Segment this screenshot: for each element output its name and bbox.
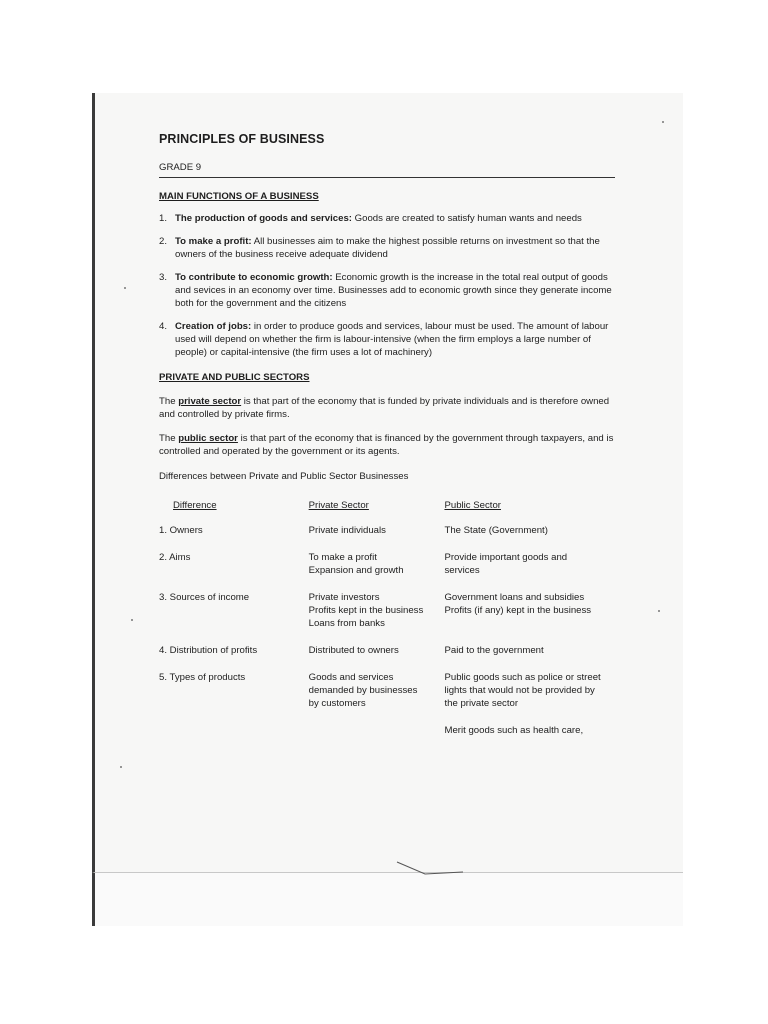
table-row (159, 524, 619, 551)
private-sector-term: private sector (178, 396, 242, 407)
scan-speck (120, 766, 122, 768)
item-term: The production of goods and services: (175, 213, 352, 224)
difference-label: 3. Sources of income (159, 592, 250, 603)
scan-speck (124, 287, 126, 289)
private-cell (309, 551, 445, 591)
cell-line: Expansion and growth (308, 565, 404, 576)
public-cell (444, 551, 619, 591)
public-cell (444, 524, 619, 551)
difference-label: 4. Distribution of profits (159, 645, 258, 656)
merit-goods-note: Merit goods such as health care, (444, 725, 584, 736)
cell-line: Goods and services (308, 672, 394, 683)
main-functions-heading: MAIN FUNCTIONS OF A BUSINESS (159, 191, 319, 202)
main-functions-list (159, 212, 617, 359)
table-row (159, 671, 619, 724)
private-cell (309, 671, 445, 724)
cell-line: The State (Government) (444, 525, 548, 536)
difference-label: 1. Owners (159, 525, 203, 536)
cell-line: the private sector (444, 698, 519, 709)
table-header-row (159, 499, 619, 524)
document-title: PRINCIPLES OF BUSINESS (159, 132, 325, 146)
cell-line: Government loans and subsidies (444, 592, 585, 603)
sheet-bottom-edge (92, 872, 683, 926)
list-item (159, 212, 617, 225)
cell-line: Distributed to owners (308, 645, 399, 656)
public-cell (444, 591, 619, 644)
item-number: 4. (159, 321, 168, 332)
item-number: 2. (159, 236, 168, 247)
definition-text: is that part of the economy that is financed by the government through taxpayers, and is controlled and operated by the government or its agents. (159, 433, 614, 457)
private-cell (309, 524, 445, 551)
table-row (159, 644, 619, 671)
item-term: Creation of jobs: (175, 321, 252, 332)
list-item (159, 320, 617, 359)
difference-label: 5. Types of products (159, 672, 246, 683)
column-header: Private Sector (308, 500, 369, 511)
public-cell (444, 671, 619, 724)
cell-line: lights that would not be provided by (444, 685, 595, 696)
differences-table (159, 499, 619, 751)
sectors-heading: PRIVATE AND PUBLIC SECTORS (159, 372, 310, 383)
definition-prefix: The (159, 433, 179, 444)
table-row (159, 591, 619, 644)
empty-cell (309, 724, 445, 751)
title-divider (159, 177, 615, 178)
cell-line: demanded by businesses (308, 685, 418, 696)
column-header: Difference (173, 500, 217, 511)
private-cell (309, 644, 445, 671)
cell-line: services (444, 565, 480, 576)
item-text: All businesses aim to make the highest possible returns on investment so that the owners of the business receive adequate dividend (175, 236, 600, 260)
public-sector-term: public sector (178, 433, 238, 444)
item-number: 3. (159, 272, 168, 283)
differences-table-title: Differences between Private and Public Sector Businesses (159, 471, 409, 482)
scan-speck (662, 121, 664, 123)
item-text: in order to produce goods and services, labour must be used. The amount of labour used will depend on whether the firm is labour-intensive (when the firm employs a large number of people) or capital-intensive (the firm uses a lot of machinery) (175, 321, 609, 358)
difference-label: 2. Aims (159, 552, 191, 563)
column-header: Public Sector (444, 500, 501, 511)
cell-line: Profits kept in the business (308, 605, 424, 616)
cell-line: To make a profit (308, 552, 377, 563)
cell-line: Public goods such as police or street (444, 672, 601, 683)
public-cell (444, 644, 619, 671)
private-cell (309, 591, 445, 644)
grade-label: GRADE 9 (159, 162, 202, 173)
scan-speck (131, 619, 133, 621)
definition-text: is that part of the economy that is funded by private individuals and is therefore owned and controlled by private firms. (159, 396, 610, 420)
definition-prefix: The (159, 396, 179, 407)
empty-cell (159, 724, 309, 751)
cell-line: Private investors (308, 592, 380, 603)
cell-line: Paid to the government (444, 645, 544, 656)
scan-speck (658, 610, 660, 612)
public-sector-definition (159, 432, 617, 458)
cell-line: Provide important goods and (444, 552, 568, 563)
item-number: 1. (159, 213, 168, 224)
item-text: Goods are created to satisfy human wants and needs (351, 213, 582, 224)
cell-line: by customers (308, 698, 366, 709)
cell-line: Private individuals (308, 525, 386, 536)
item-text: Economic growth is the increase in the total real output of goods and sevices in an economy over time. Businesses add to economic growth since they generate income both for the government and the citizens (175, 272, 612, 309)
table-row (159, 724, 619, 751)
document-content (159, 133, 617, 751)
item-term: To contribute to economic growth: (175, 272, 333, 283)
item-term: To make a profit: (175, 236, 252, 247)
cell-line: Profits (if any) kept in the business (444, 605, 592, 616)
scan-mark (395, 858, 465, 878)
cell-line: Loans from banks (308, 618, 385, 629)
table-row (159, 551, 619, 591)
private-sector-definition (159, 395, 617, 421)
list-item (159, 235, 617, 261)
list-item (159, 271, 617, 310)
